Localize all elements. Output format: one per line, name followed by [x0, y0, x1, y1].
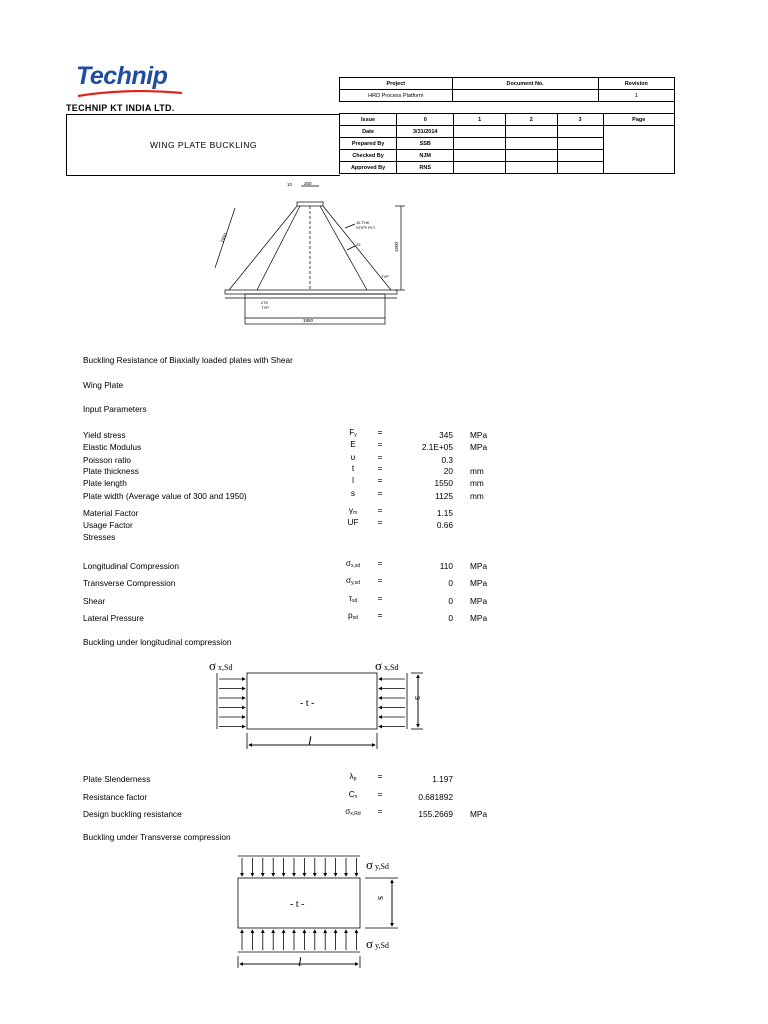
issue-1: 1	[454, 114, 506, 126]
fig2-width: s	[375, 896, 386, 900]
result-label: Plate Slenderness	[83, 774, 151, 784]
fig2-sub-top: y,Sd	[375, 862, 389, 871]
param-symbol: UF	[347, 517, 359, 527]
stress-value: 110	[439, 561, 453, 571]
stress-value: 0	[448, 613, 453, 623]
prepared-label: Prepared By	[340, 138, 397, 150]
param-unit: mm	[470, 491, 484, 501]
param-value: 0.3	[441, 455, 453, 465]
heading-buckling-resistance: Buckling Resistance of Biaxially loaded plates with Shear	[83, 355, 293, 365]
param-symbol: s	[350, 488, 356, 498]
param-label: Plate width (Average value of 300 and 1950)	[83, 491, 247, 501]
sketch-stiff-note-2: STIFF PLT	[356, 225, 376, 230]
checked-label: Checked By	[340, 150, 397, 162]
spacer-row	[340, 102, 675, 114]
issue-3: 3	[557, 114, 603, 126]
param-label: Plate thickness	[83, 466, 139, 476]
heading-transverse: Buckling under Transverse compression	[83, 832, 231, 842]
result-symbol: $\lambda_p$	[349, 771, 357, 782]
param-label: Poisson ratio	[83, 455, 131, 465]
result-symbol: $C_x$	[348, 789, 358, 800]
param-equals: =	[377, 517, 383, 527]
param-equals: =	[377, 475, 383, 485]
param-equals: =	[377, 463, 383, 473]
param-value: 1550	[434, 478, 453, 488]
project-value: HRD Process Platform	[340, 90, 453, 102]
project-label: Project	[340, 78, 453, 90]
docno-value	[452, 90, 598, 102]
param-equals: =	[377, 452, 383, 462]
approved-label: Approved By	[340, 162, 397, 174]
docno-label: Document No.	[452, 78, 598, 90]
longitudinal-compression-figure	[205, 655, 435, 750]
sketch-top-dim: 300	[304, 181, 312, 186]
param-equals: =	[377, 439, 383, 449]
wing-plate-sketch	[215, 178, 415, 330]
param-symbol: $\gamma_m$	[348, 505, 358, 516]
fig2-sub-bottom: y,Sd	[375, 941, 389, 950]
fig2-thickness: - t -	[290, 899, 305, 910]
page-value	[603, 126, 674, 174]
approved-value: RNS	[397, 162, 454, 174]
heading-wing-plate: Wing Plate	[83, 380, 124, 390]
stress-unit: MPa	[470, 613, 488, 623]
stress-equals: =	[377, 610, 383, 620]
company-name: TECHNIP KT INDIA LTD.	[66, 103, 175, 113]
param-label: Material Factor	[83, 508, 139, 518]
checked-value: NJM	[397, 150, 454, 162]
sketch-top-left: 10	[287, 182, 293, 187]
param-label: Yield stress	[83, 430, 126, 440]
param-label: Plate length	[83, 478, 127, 488]
technip-logo: Technip	[76, 62, 168, 90]
sketch-bottom-dim: 1950	[303, 318, 314, 323]
stress-symbol: $p_{sd}$	[348, 610, 358, 621]
stress-label: Longitudinal Compression	[83, 561, 179, 571]
heading-longitudinal: Buckling under longitudinal compression	[83, 637, 232, 647]
param-symbol: $F_y$	[349, 427, 357, 438]
param-symbol: E	[350, 439, 356, 449]
result-equals: =	[377, 806, 383, 816]
sketch-angle-note: 25	[356, 242, 361, 247]
fig1-sub-left: x,Sd	[218, 663, 233, 672]
result-value: 1.197	[432, 774, 453, 784]
fig2-length: l	[298, 954, 302, 969]
param-equals: =	[377, 427, 383, 437]
date-label: Date	[340, 126, 397, 138]
param-unit: MPa	[470, 442, 488, 452]
param-equals: =	[377, 488, 383, 498]
stress-unit: MPa	[470, 596, 488, 606]
result-label: Resistance factor	[83, 792, 148, 802]
fig1-sigma-left: σ	[209, 658, 217, 673]
param-equals: =	[377, 505, 383, 515]
page-label: Page	[603, 114, 674, 126]
fig1-sigma-right: σ	[375, 658, 383, 673]
fig1-sub-right: x,Sd	[384, 663, 399, 672]
param-value: 1125	[435, 491, 453, 501]
result-symbol: $\sigma_{x,Rd}$	[345, 806, 361, 817]
param-value: 0.66	[436, 520, 453, 530]
fig1-length: l	[308, 733, 312, 748]
stress-label: Shear	[83, 596, 106, 606]
stress-equals: =	[377, 593, 383, 603]
heading-input-parameters: Input Parameters	[83, 404, 147, 414]
revision-label: Revision	[598, 78, 674, 90]
param-value: 2.1E+05	[421, 442, 453, 452]
prepared-value: SSB	[397, 138, 454, 150]
result-equals: =	[377, 771, 383, 781]
result-unit: MPa	[470, 809, 488, 819]
fig1-width: s	[412, 696, 423, 700]
result-value: 0.681892	[418, 792, 453, 802]
stress-symbol: $\tau_{sd}$	[348, 593, 358, 604]
stress-value: 0	[448, 596, 453, 606]
param-value: 1.15	[436, 508, 453, 518]
param-symbol: l	[352, 475, 354, 485]
heading-stresses: Stresses	[83, 532, 116, 542]
param-value: 345	[439, 430, 453, 440]
fig1-thickness: - t -	[300, 698, 315, 709]
stress-unit: MPa	[470, 578, 488, 588]
date-value: 3/31/2014	[397, 126, 454, 138]
param-symbol: t	[351, 463, 355, 473]
sketch-base-note-2: TYP	[261, 305, 269, 310]
param-symbol: υ	[350, 452, 356, 462]
revision-value: 1	[598, 90, 674, 102]
param-unit: mm	[470, 478, 484, 488]
transverse-compression-figure	[232, 852, 422, 970]
stress-value: 0	[448, 578, 453, 588]
stress-equals: =	[377, 575, 383, 585]
param-label: Usage Factor	[83, 520, 133, 530]
sketch-side-dim: 1650	[219, 232, 229, 244]
logo-swoosh-icon	[76, 90, 186, 98]
sketch-base-note-1: 275	[261, 300, 268, 305]
issue-0: 0	[397, 114, 454, 126]
stress-symbol: $\sigma_{y,sd}$	[346, 575, 360, 586]
sketch-stiff-note-1: 15 THK	[356, 220, 370, 225]
result-equals: =	[377, 789, 383, 799]
param-unit: mm	[470, 466, 484, 476]
header-info-table	[339, 77, 675, 113]
sketch-right-note: TYP	[381, 274, 389, 279]
stress-equals: =	[377, 558, 383, 568]
issue-table	[339, 113, 675, 174]
result-label: Design buckling resistance	[83, 809, 182, 819]
param-unit: MPa	[470, 430, 488, 440]
param-label: Elastic Modulus	[83, 442, 142, 452]
issue-label: Issue	[340, 114, 397, 126]
sketch-height-dim: 1600	[394, 241, 399, 252]
fig2-sigma-top: σ	[366, 857, 374, 872]
document-title: WING PLATE BUCKLING	[66, 114, 340, 176]
stress-symbol: $\sigma_{x,sd}$	[345, 558, 361, 569]
issue-2: 2	[505, 114, 557, 126]
result-value: 155.2669	[418, 809, 453, 819]
stress-label: Transverse Compression	[83, 578, 176, 588]
stress-unit: MPa	[470, 561, 488, 571]
stress-label: Lateral Pressure	[83, 613, 144, 623]
fig2-sigma-bottom: σ	[366, 936, 374, 951]
param-value: 20	[443, 466, 453, 476]
